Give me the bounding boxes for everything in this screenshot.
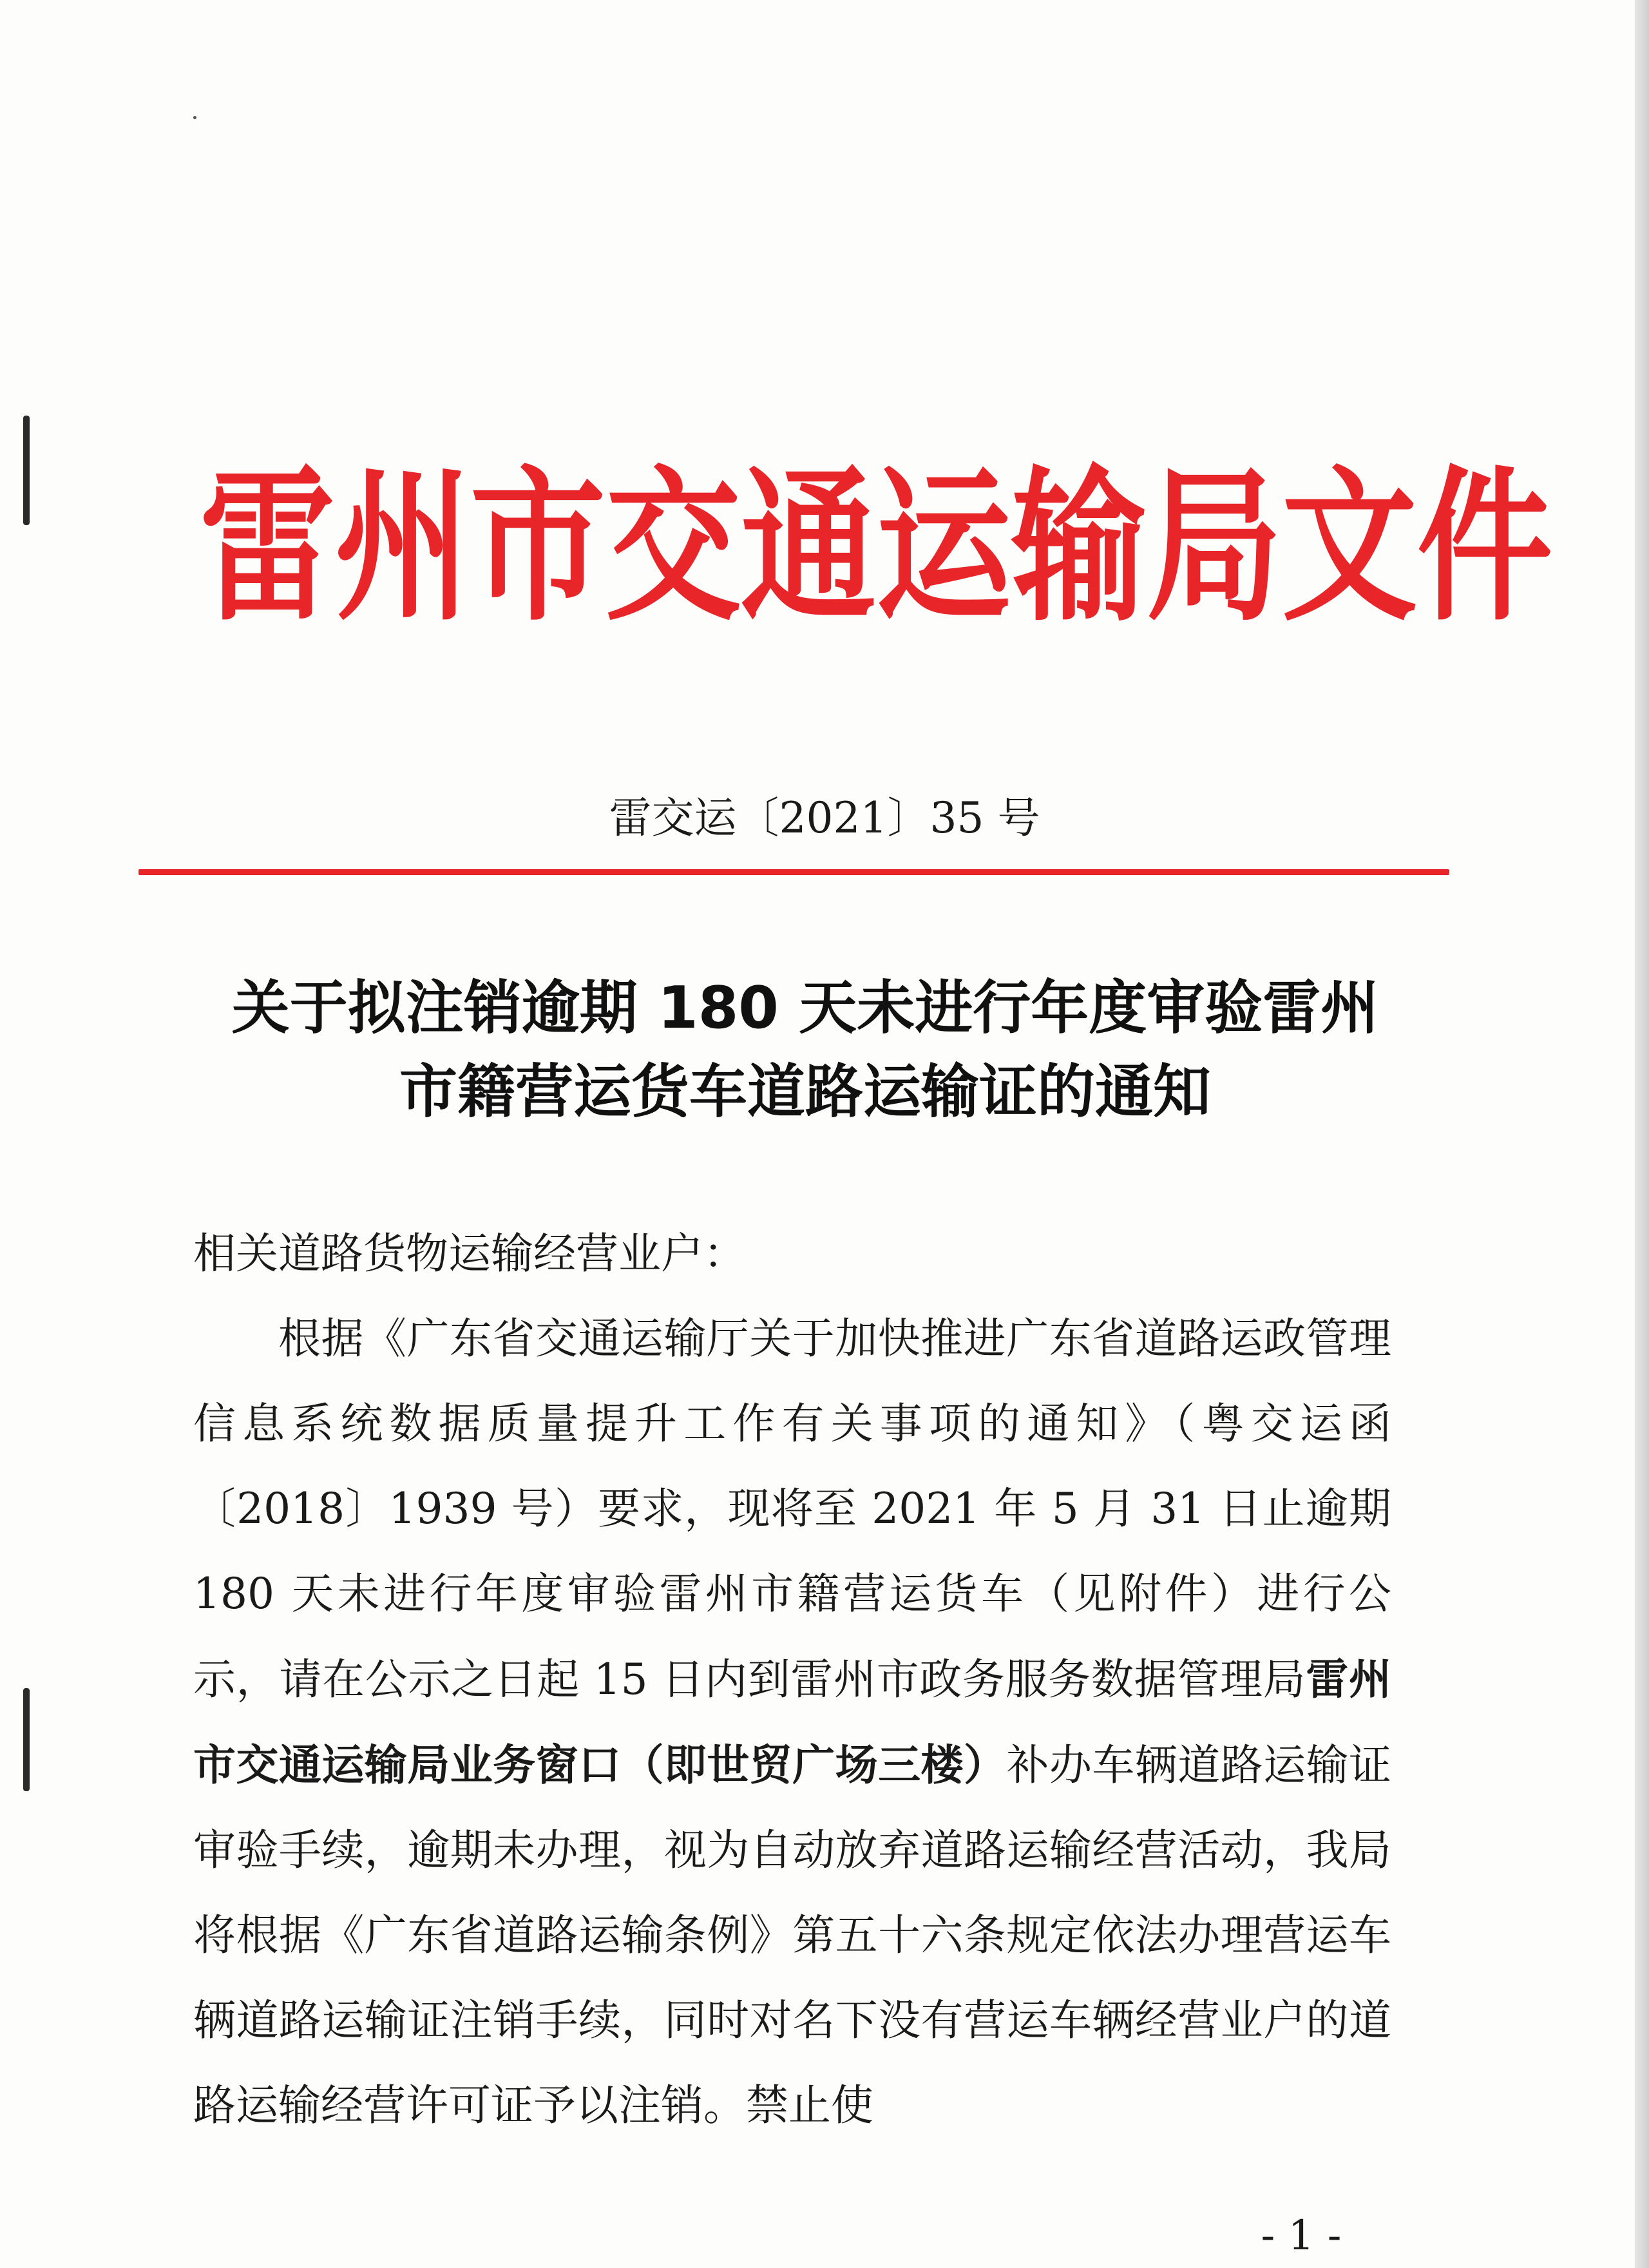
red-divider-line bbox=[138, 869, 1449, 875]
binding-mark-top bbox=[23, 416, 30, 525]
paragraph-text-after-bold: 补办车辆道路运输证审验手续，逾期未办理，视为自动放弃道路运输经营活动，我局将根据《广东省道路运输条例》第五十六条规定依法办理营运车辆道路运输证注销手续，同时对名下没有营运车辆经营业户的道路运输经营许可证予以注销。禁止使 bbox=[193, 1740, 1392, 2130]
document-title bbox=[193, 966, 1417, 1134]
document-number: 雷交运〔2021〕35 号 bbox=[609, 793, 1040, 843]
scan-edge-shadow bbox=[1635, 0, 1649, 2268]
document-title-line-1: 关于拟注销逾期 180 天未进行年度审验雷州 bbox=[231, 974, 1379, 1042]
paragraph-bold-location: 雷州市交通运输局业务窗口（即世贸广场三楼） bbox=[193, 1654, 1391, 1790]
binding-mark-bottom bbox=[23, 1688, 30, 1791]
body-paragraph bbox=[193, 1296, 1391, 2148]
document-title-line-2: 市籍营运货车道路运输证的通知 bbox=[399, 1058, 1211, 1126]
scan-speck bbox=[193, 116, 196, 119]
page-number: - 1 - bbox=[1261, 2212, 1342, 2260]
paragraph-text-before-bold: 根据《广东省交通运输厅关于加快推进广东省道路运政管理信息系统数据质量提升工作有关事项的通知》（粤交运函〔2018〕1939 号）要求，现将至 2021 年 5 月 31 日止逾期 180 天未进行年度审验雷州市籍营运货车（见附件）进行公示，请在公示之日起 15 日内到雷州市政务服务数据管理局 bbox=[193, 1314, 1391, 1704]
masthead-title: 雷州市交通运输局文件 bbox=[200, 449, 1553, 644]
document-body bbox=[193, 1211, 1391, 2148]
salutation: 相关道路货物运输经营业户： bbox=[193, 1229, 746, 1278]
